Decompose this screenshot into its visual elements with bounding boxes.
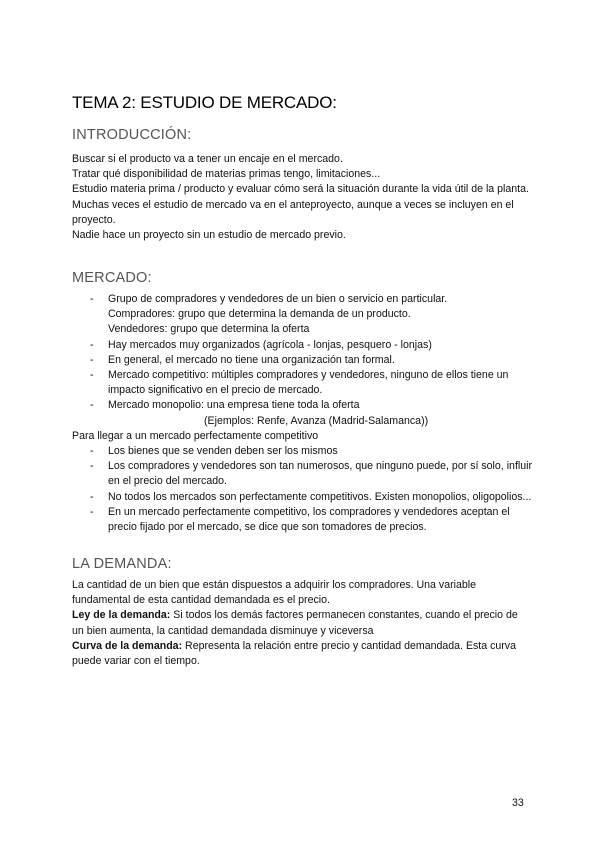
page-number: 33 <box>512 797 524 809</box>
list-item-text: En un mercado perfectamente competitivo, los compradores y vendedores aceptan el precio fijado por el mercado, se dice que son tomadores de precios. <box>108 505 510 534</box>
ley-demanda-label: Ley de la demanda: <box>72 609 171 622</box>
mercado-list <box>72 292 532 414</box>
list-item <box>72 505 532 535</box>
dash-bullet: - <box>90 460 94 473</box>
list-item <box>72 459 532 489</box>
list-item-text: Los compradores y vendedores son tan numerosos, que ninguno puede, por sí solo, influir en el precio del mercado. <box>108 460 533 488</box>
ley-demanda <box>72 608 532 638</box>
mercado-body <box>72 292 532 535</box>
intro-body <box>72 152 532 243</box>
dash-bullet: - <box>90 353 94 366</box>
curva-demanda-label: Curva de la demanda: <box>72 639 183 652</box>
curva-demanda-text: Representa la relación entre precio y cantidad demandada. Esta curva puede variar con el tiempo. <box>72 639 516 668</box>
list-item-text: Mercado monopolio: una empresa tiene toda la oferta <box>108 399 360 412</box>
list-item-subline: Vendedores: grupo que determina la oferta <box>108 323 310 336</box>
demanda-heading: LA DEMANDA: <box>72 556 172 572</box>
demanda-body <box>72 578 532 669</box>
ley-demanda-text: Si todos los demás factores permanecen constantes, cuando el precio de un bien aumenta, la cantidad demandada disminuye y viceversa <box>72 609 518 637</box>
page-title: TEMA 2: ESTUDIO DE MERCADO: <box>72 93 337 112</box>
list-item <box>72 353 532 368</box>
dash-bullet: - <box>90 338 94 351</box>
dash-bullet: - <box>90 490 94 503</box>
list-item-text: Los bienes que se venden deben ser los mismos <box>108 445 338 458</box>
intro-heading: INTRODUCCIÓN: <box>72 127 192 143</box>
demanda-intro: La cantidad de un bien que están dispuestos a adquirir los compradores. Una variable fundamental de esta cantidad demandada es el precio. <box>72 579 476 607</box>
perfect-competition-intro: Para llegar a un mercado perfectamente competitivo <box>72 429 319 442</box>
list-item-text: Grupo de compradores y vendedores de un bien o servicio en particular. <box>108 293 448 305</box>
curva-demanda <box>72 639 532 669</box>
list-item <box>72 490 532 505</box>
intro-line: Tratar qué disponibilidad de materias primas tengo, limitaciones... <box>72 168 381 181</box>
intro-line: Nadie hace un proyecto sin un estudio de mercado previo. <box>72 229 346 242</box>
monopoly-examples: (Ejemplos: Renfe, Avanza (Madrid-Salamanca)) <box>204 414 429 427</box>
intro-line: Estudio materia prima / producto y evaluar cómo será la situación durante la vida útil de la planta. <box>72 183 529 196</box>
list-item-text: Hay mercados muy organizados (agrícola - lonjas, pesquero - lonjas) <box>108 338 432 351</box>
list-item <box>72 398 532 413</box>
list-item-subline: Compradores: grupo que determina la demanda de un producto. <box>108 308 411 321</box>
list-item <box>72 444 532 459</box>
list-item-text: En general, el mercado no tiene una organización tan formal. <box>108 353 395 366</box>
dash-bullet: - <box>90 505 94 518</box>
mercado-heading: MERCADO: <box>72 270 152 286</box>
list-item-text: Mercado competitivo: múltiples compradores y vendedores, ninguno de ellos tiene un impacto significativo en el precio de mercado. <box>108 369 509 397</box>
list-item <box>72 338 532 353</box>
perfect-competition-list <box>72 444 532 535</box>
dash-bullet: - <box>90 293 94 305</box>
list-item <box>72 292 532 338</box>
list-item-text: No todos los mercados son perfectamente competitivos. Existen monopolios, oligopolios... <box>108 490 532 503</box>
dash-bullet: - <box>90 399 94 412</box>
list-item <box>72 368 532 398</box>
intro-line: Muchas veces el estudio de mercado va en el anteproyecto, aunque a veces se incluyen en el proyecto. <box>72 198 514 226</box>
dash-bullet: - <box>90 369 94 382</box>
intro-line: Buscar si el producto va a tener un encaje en el mercado. <box>72 153 343 165</box>
dash-bullet: - <box>90 445 94 458</box>
